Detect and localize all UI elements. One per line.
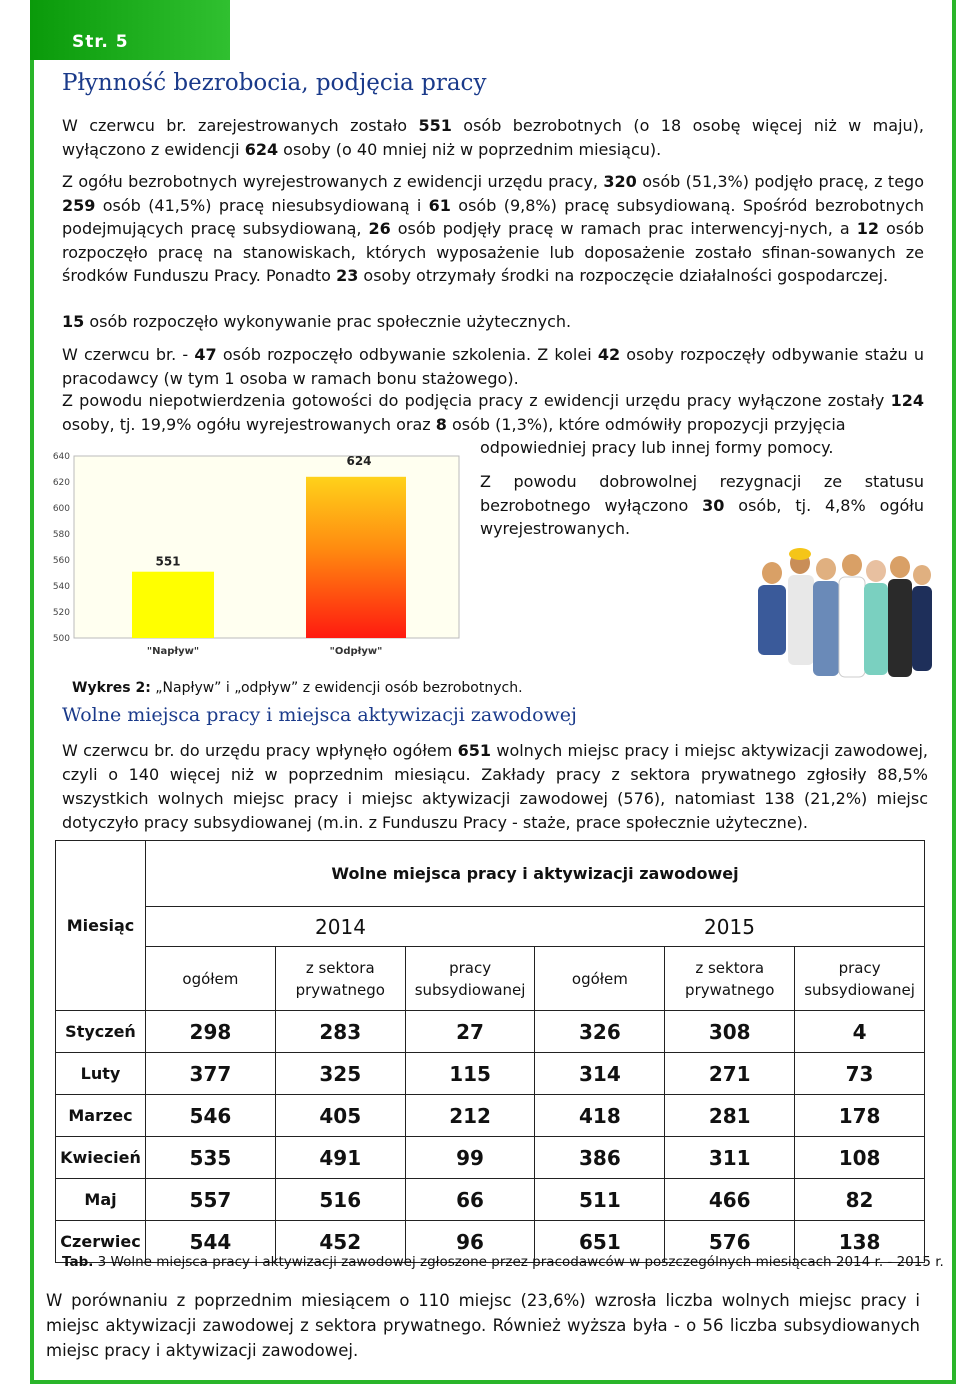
y-tick-label: 580 [52,530,70,540]
cell: 82 [795,1179,925,1221]
y-tick-label: 520 [52,608,70,618]
inflow-outflow-chart [48,450,468,670]
worker-figures-icon [758,548,932,677]
cell: 491 [275,1137,405,1179]
cell: 418 [535,1095,665,1137]
cell: 311 [665,1137,795,1179]
vacancies-table [55,840,925,1263]
row-month: Luty [56,1053,146,1095]
cell: 4 [795,1011,925,1053]
cell: 377 [146,1053,276,1095]
cell: 386 [535,1137,665,1179]
bar-data-label: 551 [155,554,181,569]
cell: 212 [405,1095,535,1137]
cell: 576 [665,1221,795,1263]
cell: 546 [146,1095,276,1137]
paragraph-training: W czerwcu br. - 47 osób rozpoczęło odbywanie szkolenia. Z kolei 42 osoby rozpoczęły odbywanie stażu u pracodawcy (w tym 1 osoba w ramach bonu stażowego). [62,345,924,388]
col-header: z sektora prywatnego [665,947,795,1011]
row-month: Czerwiec [56,1221,146,1263]
cell: 298 [146,1011,276,1053]
paragraph-public-works: 15 osób rozpoczęło wykonywanie prac społecznie użytecznych. [62,312,572,331]
y-tick-label: 560 [52,556,70,566]
header-band [30,0,230,60]
cell: 651 [535,1221,665,1263]
year-2014: 2014 [146,907,535,947]
cell: 271 [665,1053,795,1095]
cell: 325 [275,1053,405,1095]
paragraph-vacancies: W czerwcu br. do urzędu pracy wpłynęło ogółem 651 wolnych miejsc pracy i miejsc aktywizacji zawodowej, czyli o 140 więcej niż w poprzednim miesiącu. Zakłady pracy z sektora prywatnego zgłosiły 88,5% wszystkich wolnych miejsc pracy i miejsc aktywizacji zawodowej (576), natomiast 138 (21,2%) miejsc dotyczyło pracy subsydiowanej (m.in. z Funduszu Pracy - staże, prace społecznie użyteczne). [62,741,929,832]
cell: 281 [665,1095,795,1137]
table-caption: Tab. 3 Wolne miejsca pracy i aktywizacji zawodowej zgłoszone przez pracodawców w poszczególnych miesiącach 2014 r. - 2015 r. [62,1254,944,1270]
cell: 466 [665,1179,795,1221]
page-number: Str. 5 [72,32,129,52]
paragraph-deregistered: Z powodu niepotwierdzenia gotowości do podjęcia pracy z ewidencji urzędu pracy wyłączone zostały 124 osoby, tj. 19,9% ogółu wyrejestrowanych oraz 8 osób (1,3%), które odmówiły propozycji przyjęcia [62,391,924,434]
bar-data-label: 624 [346,453,372,468]
cell: 314 [535,1053,665,1095]
chart-bar [132,572,214,638]
row-month: Styczeń [56,1011,146,1053]
table-row [56,1095,925,1137]
cell: 308 [665,1011,795,1053]
chart-bar [306,477,406,638]
cell: 96 [405,1221,535,1263]
cell: 99 [405,1137,535,1179]
paragraph-work-taken: Z ogółu bezrobotnych wyrejestrowanych z ewidencji urzędu pracy, 320 osób (51,3%) podjęło pracę, z tego 259 osób (41,5%) pracę niesubsydiowaną i 61 osób (9,8%) pracę subsydiowaną. Spośród bezrobotnych podejmujących pracę subsydiowaną, 26 osób podjęły pracę w ramach prac interwencyj-nych, a 12 osób rozpoczęło pracę na stanowiskach, których wyposażenie lub doposażenie zostało sfinan-sowanych ze środków Funduszu Pracy. Ponadto 23 osoby otrzymały środki na rozpoczęcie działalności gospodarczej. [62,172,925,285]
workers-illustration [752,545,932,695]
section-title-vacancies: Wolne miejsca pracy i miejsca aktywizacji zawodowej [62,704,577,726]
cell: 283 [275,1011,405,1053]
closing-paragraph: W porównaniu z poprzednim miesiącem o 110 miejsc (23,6%) wzrosła liczba wolnych miejsc pracy i miejsc aktywizacji zawodowej z sektora prywatnego. Również wyższa była - o 56 liczba subsydiowanych miejsc pracy i aktywizacji zawodowej. [46,1291,920,1360]
cell: 27 [405,1011,535,1053]
x-category-label: "Odpływ" [329,646,383,657]
row-month: Kwiecień [56,1137,146,1179]
y-tick-label: 500 [52,634,70,644]
table-title: Wolne miejsca pracy i aktywizacji zawodowej [146,841,925,907]
col-header: pracy subsydiowanej [795,947,925,1011]
paragraph-registrations: W czerwcu br. zarejestrowanych zostało 551 osób bezrobotnych (o 18 osobę więcej niż w maju), wyłączono z ewidencji 624 osoby (o 40 mniej niż w poprzednim miesiącu). [62,116,924,159]
col-header: z sektora prywatnego [275,947,405,1011]
cell: 557 [146,1179,276,1221]
cell: 66 [405,1179,535,1221]
cell: 516 [275,1179,405,1221]
col-header: ogółem [535,947,665,1011]
cell: 544 [146,1221,276,1263]
cell: 452 [275,1221,405,1263]
month-header: Miesiąc [56,841,146,1011]
paragraph-voluntary: Z powodu dobrowolnej rezygnacji ze statusu bezrobotnego wyłączono 30 osób, tj. 4,8% ogółu wyrejestrowanych. [480,472,924,538]
col-header: pracy subsydiowanej [405,947,535,1011]
table-row [56,1137,925,1179]
chart-caption: Wykres 2: „Napływ” i „odpływ” z ewidencji osób bezrobotnych. [72,680,523,696]
cell: 511 [535,1179,665,1221]
table-row [56,1053,925,1095]
y-tick-label: 640 [52,452,70,462]
paragraph-deregistered-cont: odpowiedniej pracy lub innej formy pomocy. [480,438,834,457]
row-month: Marzec [56,1095,146,1137]
cell: 178 [795,1095,925,1137]
cell: 138 [795,1221,925,1263]
table-row [56,1011,925,1053]
x-category-label: "Napływ" [146,646,200,657]
year-2015: 2015 [535,907,925,947]
row-month: Maj [56,1179,146,1221]
table-row [56,1179,925,1221]
cell: 535 [146,1137,276,1179]
y-tick-label: 600 [52,504,70,514]
section-title-flow: Płynność bezrobocia, podjęcia pracy [62,70,487,96]
cell: 115 [405,1053,535,1095]
cell: 108 [795,1137,925,1179]
cell: 73 [795,1053,925,1095]
y-tick-label: 540 [52,582,70,592]
cell: 405 [275,1095,405,1137]
cell: 326 [535,1011,665,1053]
col-header: ogółem [146,947,276,1011]
y-tick-label: 620 [52,478,70,488]
